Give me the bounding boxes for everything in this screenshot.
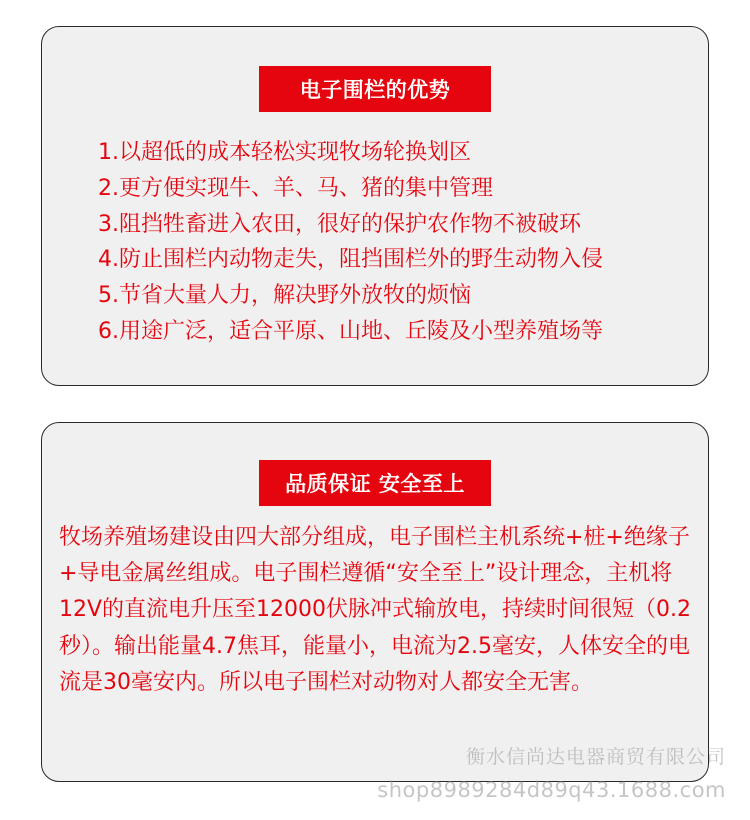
advantage-item: 1.以超低的成本轻松实现牧场轮换划区 bbox=[98, 140, 471, 165]
advantages-list bbox=[98, 135, 603, 350]
advantages-title: 电子围栏的优势 bbox=[259, 66, 491, 112]
watermark-company: 衡水信尚达电器商贸有限公司 bbox=[465, 746, 726, 768]
advantage-item: 4.防止围栏内动物走失，阻挡围栏外的野生动物入侵 bbox=[98, 247, 603, 273]
watermark-shop-url: shop8989284d89q43.1688.com bbox=[377, 778, 726, 802]
advantage-item: 3.阻挡牲畜进入农田，很好的保护农作物不被破环 bbox=[98, 211, 581, 237]
quality-description: 牧场养殖场建设由四大部分组成，电子围栏主机系统+桩+绝缘子+导电金属丝组成。电子围栏遵循“安全至上”设计理念，主机将12V的直流电升压至12000伏脉冲式输放电，持续时间很短（0.2秒）。输出能量4.7焦耳，能量小，电流为2.5毫安，人体安全的电流是30毫安内。所以电子围栏对动物对人都安全无害。 bbox=[59, 525, 692, 695]
quality-title: 品质保证 安全至上 bbox=[259, 460, 491, 506]
advantage-item: 2.更方便实现牛、羊、马、猪的集中管理 bbox=[98, 175, 493, 201]
quality-card bbox=[41, 422, 709, 782]
advantages-card bbox=[41, 26, 709, 386]
advantage-item: 5.节省大量人力，解决野外放牧的烦恼 bbox=[98, 283, 471, 309]
advantage-item: 6.用途广泛，适合平原、山地、丘陵及小型养殖场等 bbox=[98, 318, 603, 344]
